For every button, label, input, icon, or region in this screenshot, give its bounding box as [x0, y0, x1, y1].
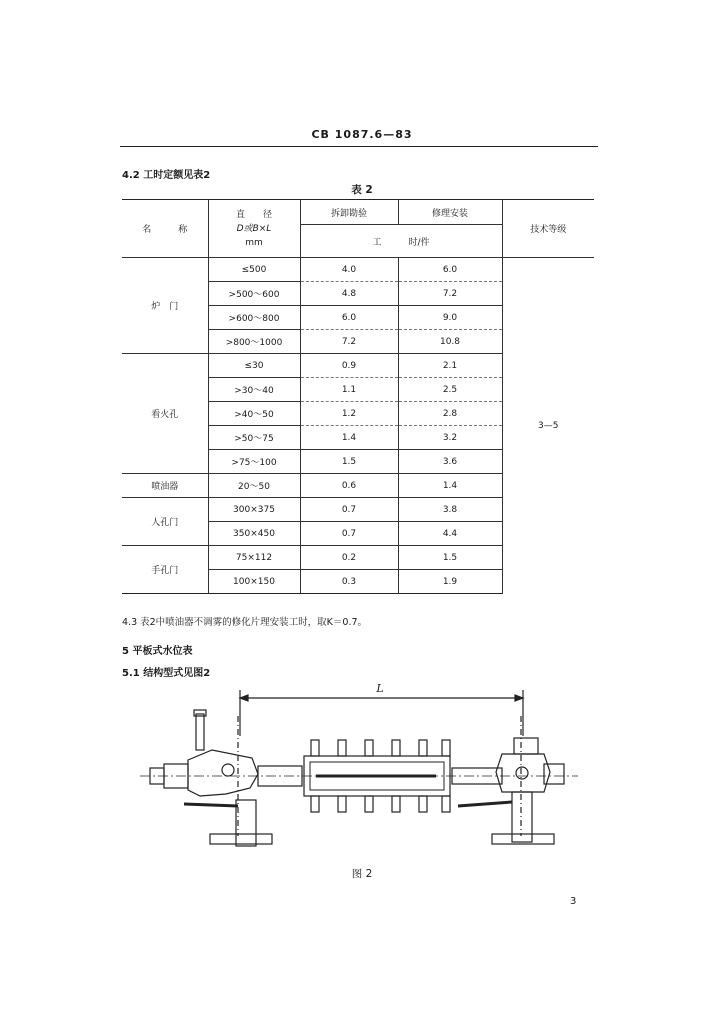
header-rule [120, 146, 598, 147]
repair-cell: 10.8 [398, 330, 502, 354]
disassemble-cell: 7.2 [300, 330, 398, 354]
size-cell: 75×112 [208, 546, 300, 570]
size-cell: >50～75 [208, 426, 300, 450]
disassemble-cell: 6.0 [300, 306, 398, 330]
section-5-title: 5 平板式水位表 [122, 646, 193, 657]
repair-cell: 1.5 [398, 546, 502, 570]
disassemble-cell: 4.0 [300, 258, 398, 282]
group-name: 看火孔 [122, 354, 208, 474]
size-cell: ≤500 [208, 258, 300, 282]
header-tech-grade: 技术等级 [502, 200, 594, 258]
gauge-body [304, 740, 450, 812]
repair-cell: 2.1 [398, 354, 502, 378]
disassemble-cell: 1.1 [300, 378, 398, 402]
repair-cell: 9.0 [398, 306, 502, 330]
group-name: 喷油器 [122, 474, 208, 498]
disassemble-cell: 1.2 [300, 402, 398, 426]
document-header-code: CB 1087.6—83 [311, 128, 413, 141]
repair-cell: 3.8 [398, 498, 502, 522]
disassemble-cell: 0.7 [300, 498, 398, 522]
page-number: 3 [570, 896, 577, 907]
size-cell: ≤30 [208, 354, 300, 378]
repair-cell: 3.6 [398, 450, 502, 474]
table-caption: 表 2 [351, 184, 373, 196]
size-cell: 350×450 [208, 522, 300, 546]
tech-grade-cell: 3—5 [502, 258, 594, 594]
header-size: 直 径 D或B×L mm [208, 200, 300, 258]
header-disassemble: 拆卸勘验 [300, 200, 398, 225]
size-cell: 20～50 [208, 474, 300, 498]
repair-cell: 2.5 [398, 378, 502, 402]
repair-cell: 6.0 [398, 258, 502, 282]
size-cell: >75～100 [208, 450, 300, 474]
group-name: 炉 门 [122, 258, 208, 354]
repair-cell: 2.8 [398, 402, 502, 426]
work-hours-table [122, 199, 594, 594]
header-repair: 修理安装 [398, 200, 502, 225]
repair-cell: 1.4 [398, 474, 502, 498]
disassemble-cell: 1.5 [300, 450, 398, 474]
disassemble-cell: 0.3 [300, 570, 398, 594]
header-name: 名 称 [122, 200, 208, 258]
figure-caption: 图 2 [351, 868, 373, 880]
disassemble-cell: 0.6 [300, 474, 398, 498]
disassemble-cell: 0.2 [300, 546, 398, 570]
size-cell: >800～1000 [208, 330, 300, 354]
header-hours: 工 时/件 [300, 225, 502, 258]
size-cell: >600～800 [208, 306, 300, 330]
disassemble-cell: 0.9 [300, 354, 398, 378]
water-level-gauge-drawing [140, 676, 580, 856]
repair-cell: 1.9 [398, 570, 502, 594]
group-name: 人孔门 [122, 498, 208, 546]
left-valve-body [150, 710, 272, 846]
dimension-label: L [376, 682, 384, 695]
size-cell: >40～50 [208, 402, 300, 426]
size-cell: >500～600 [208, 282, 300, 306]
size-cell: >30～40 [208, 378, 300, 402]
repair-cell: 3.2 [398, 426, 502, 450]
disassemble-cell: 1.4 [300, 426, 398, 450]
repair-cell: 4.4 [398, 522, 502, 546]
section-5-1-title: 5.1 结构型式见图2 [122, 668, 211, 679]
size-cell: 100×150 [208, 570, 300, 594]
section-4-2-title: 4.2 工时定额见表2 [122, 170, 211, 181]
right-valve-body [458, 738, 564, 844]
size-cell: 300×375 [208, 498, 300, 522]
section-4-3-note: 4.3 表2中喷油器不调雾的修化片理安装工时，取K＝0.7。 [122, 617, 368, 628]
group-name: 手孔门 [122, 546, 208, 594]
disassemble-cell: 0.7 [300, 522, 398, 546]
repair-cell: 7.2 [398, 282, 502, 306]
disassemble-cell: 4.8 [300, 282, 398, 306]
